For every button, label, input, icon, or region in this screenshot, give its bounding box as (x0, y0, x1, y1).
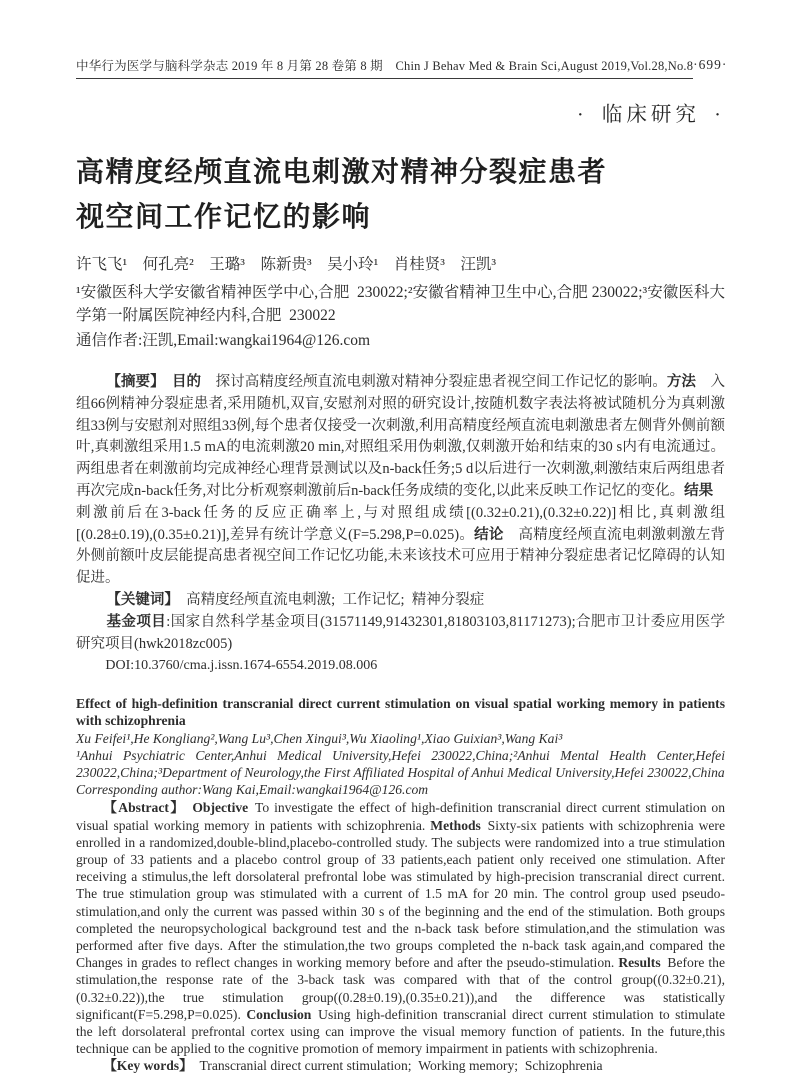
running-head (76, 57, 728, 79)
abstract-chinese: 【摘要】 目的 探讨高精度经颅直流电刺激对精神分裂症患者视空间工作记忆的影响。方法 入组66例精神分裂症患者,采用随机,双盲,安慰剂对照的研究设计,按随机数字表法将被试随机分为真刺激组33例与安慰剂对照组33例,每个患者仅接受一次刺激,利用高精度经颅直流电刺激患者左侧背外侧前额叶,真刺激组采用1.5 mA的电流刺激20 min,对照组采用伪刺激,仅刺激开始和结束的30 s内有电流通过。两组患者在刺激前均完成神经心理背景测试以及n-back任务;5 d以后进行一次刺激,刺激结束后两组患者再次完成n-back任务,对比分析观察刺激前后n-back任务成绩的变化,以此来反映工作记忆的变化。结果 刺激前后在3-back任务的反应正确率上,与对照组成绩[(0.32±0.21),(0.32±0.22)]相比,真刺激组[(0.28±0.19),(0.35±0.21)],差异有统计学意义(F=5.298,P=0.025)。结论 高精度经颅直流电刺激刺激左背外侧前额叶皮层能提高患者视空间工作记忆功能,未来该技术可应用于精神分裂症患者记忆障碍的认知促进。 (76, 374, 728, 587)
keywords-english: 【Key words】 Transcranial direct current stimulation; Working memory; Schizophrenia (103, 1058, 603, 1074)
english-authors: Xu Feifei¹,He Kongliang²,Wang Lu³,Chen Xingui³,Wu Xiaoling¹,Xiao Guixian³,Wang Kai³ (76, 730, 563, 746)
journal-citation: 中华行为医学与脑科学杂志 2019 年 8 月第 28 卷第 8 期 Chin J Behav Med & Brain Sci,August 2019,Vol.28,No.8 (76, 58, 693, 79)
english-affiliations: ¹Anhui Psychiatric Center,Anhui Medical University,Hefei 230022,China;²Anhui Mental Health Center,Hefei 230022,China;³Department of Neurology,the First Affiliated Hospital of Anhui Medical University,Hefei 230022,China (76, 747, 725, 780)
corresponding-author: 通信作者:汪凯,Email:wangkai1964@126.com (76, 332, 371, 349)
article-title (76, 150, 725, 240)
abstract-english: 【Abstract】 Objective To investigate the effect of high-definition transcranial direct current stimulation on visual spatial working memory in patients with schizophrenia. Methods Sixty-six patients with schizophrenia were enrolled in a randomized,double-blind,placebo-controlled study. The subjects were randomized into a true stimulation group of 33 patients and a placebo control group of 33 patients,each patient only received one stimulation. After receiving a stimulus,the left dorsolateral prefrontal lobe was stimulated by high-precision transcranial direct current. The true stimulation group was stimulated with a current of 1.5 mA for 20 min. The control group used pseudo-stimulation,and only the current was passed within 30 s of the beginning and the end of the stimulation. Both groups completed the neuropsychological background test and the n-back task before stimulation,and the stimulation was performed after five days. After the stimulation,the two groups completed the n-back task again,and compared the Changes in grades to reflect changes in working memory before and after the pseudo-stimulation. Results Before the stimulation,the response rate of the 3-back task was compared with that of the control group((0.32±0.21),(0.32±0.22)),the true stimulation group((0.28±0.19),(0.35±0.21)),and the difference was statistically significant(F=5.298,P=0.025). Conclusion Using high-definition transcranial direct current stimulation to stimulate the left dorsolateral prefrontal cortex using can improve the visual memory function of patients. In the future,this technique can be applied to the cognitive promotion of memory impairment in patients with schizophrenia. (76, 800, 726, 1057)
page-number: ·699· (693, 57, 728, 72)
english-corresponding-author: Corresponding author:Wang Kai,Email:wangkai1964@126.com (76, 782, 429, 798)
article-title-line1: 高精度经颅直流电刺激对精神分裂症患者 (76, 157, 608, 188)
authors-line: 许飞飞¹ 何孔亮² 王璐³ 陈新贵³ 吴小玲¹ 肖桂贤³ 汪凯³ (76, 256, 497, 273)
article-title-line2: 视空间工作记忆的影响 (76, 202, 372, 233)
keywords-chinese: 【关键词】 高精度经颅直流电刺激; 工作记忆; 精神分裂症 (106, 591, 485, 608)
column-label: · 临床研究 · (576, 104, 725, 126)
english-title: Effect of high-definition transcranial direct current stimulation on visual spatial working memory in patients with schizophrenia (76, 696, 725, 729)
english-block (76, 695, 725, 1074)
affiliations: ¹安徽医科大学安徽省精神医学中心,合肥 230022;²安徽省精神卫生中心,合肥 230022;³安徽医科大学第一附属医院神经内科,合肥 230022 (76, 284, 725, 324)
abstract-chinese-block (76, 372, 728, 677)
funding-statement: 基金项目:国家自然科学基金项目(31571149,91432301,81803103,81171273);合肥市卫计委应用医学研究项目(hwk2018zc005) (76, 613, 726, 652)
doi: DOI:10.3760/cma.j.issn.1674-6554.2019.08.006 (105, 658, 378, 674)
